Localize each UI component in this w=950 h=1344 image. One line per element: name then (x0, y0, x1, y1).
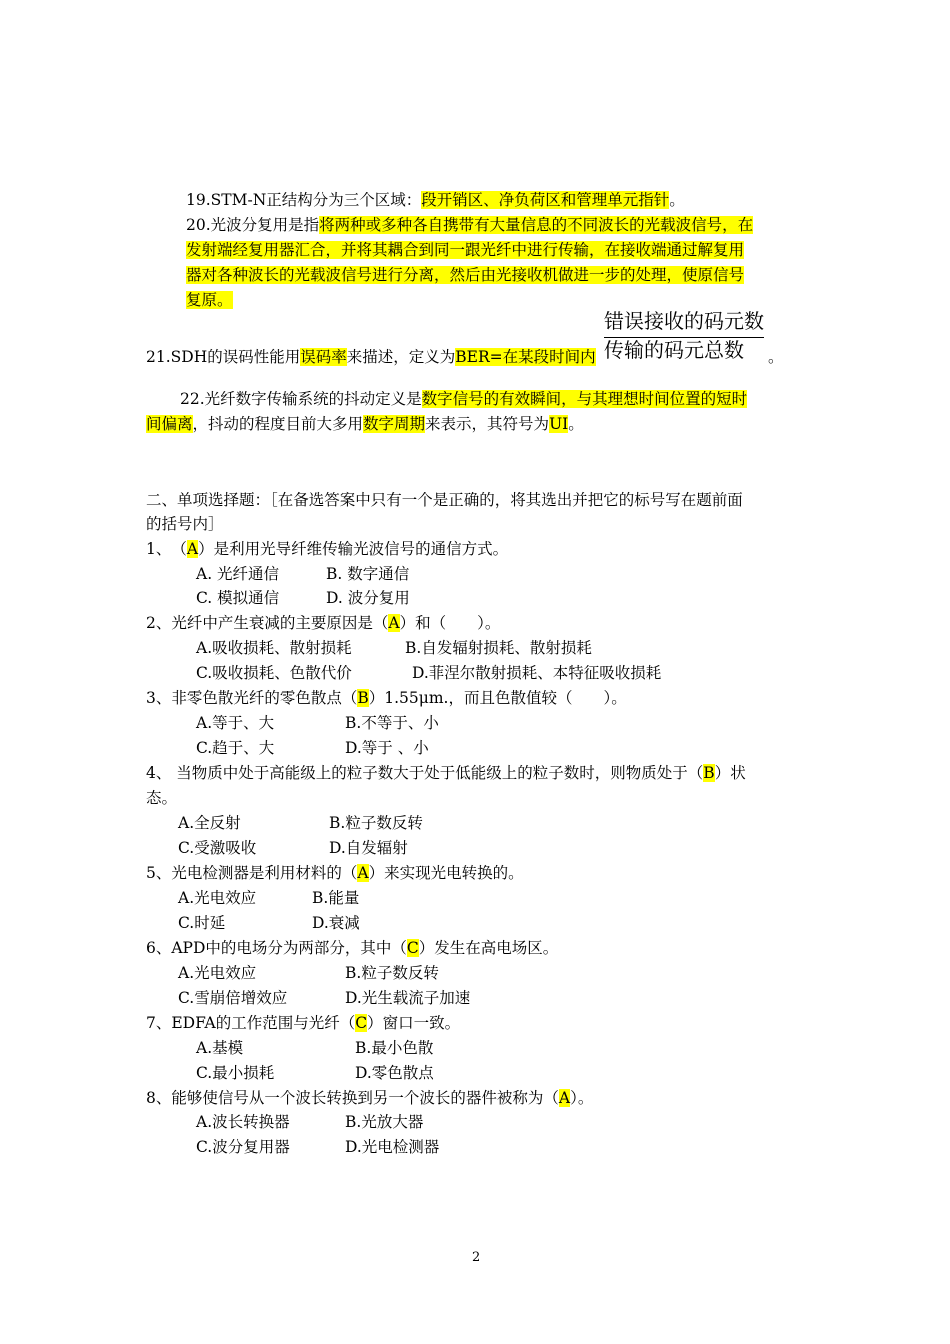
mc-q3-option-c: C.趋于、大 (196, 739, 275, 757)
mc-q5-suffix: ）来实现光电转换的。 (368, 864, 524, 882)
q22-middle: ，抖动的程度目前大多用 (192, 415, 364, 433)
mc-q8-option-a: A.波长转换器 (196, 1113, 290, 1131)
mc-q7-stem (146, 1011, 460, 1035)
q21-line (146, 345, 596, 369)
q22-line-2 (146, 412, 584, 436)
mc-q1-option-a: A. 光纤通信 (196, 565, 280, 583)
mc-q6-option-c: C.雪崩倍增效应 (178, 989, 288, 1007)
mc-q2-option-d: D.菲涅尔散射损耗、本特征吸收损耗 (412, 664, 662, 682)
mc-q5-option-c: C.时延 (178, 914, 226, 932)
mc-q5-option-a: A.光电效应 (178, 889, 257, 907)
mc-q4-suffix: ）状 (714, 764, 746, 782)
mc-q6-suffix: ）发生在高电场区。 (418, 939, 559, 957)
mc-q2-answer: A (388, 614, 400, 632)
mc-q4-stem-cont: 态。 (146, 789, 178, 807)
mc-q1-suffix: ）是利用光导纤维传输光波信号的通信方式。 (198, 540, 509, 558)
q21-middle: 来描述，定义为 (346, 348, 456, 366)
q19-prefix: 19.STM-N正结构分为三个区域： (186, 191, 422, 209)
mc-q4-option-b: B.粒子数反转 (329, 814, 423, 832)
mc-q6-option-d: D.光生载流子加速 (345, 989, 471, 1007)
mc-q1-option-c: C. 模拟通信 (196, 589, 280, 607)
mc-q1-prefix: 1、 （ (146, 540, 187, 558)
mc-q5-option-b: B.能量 (312, 889, 360, 907)
mc-q7-prefix: 7、EDFA的工作范围与光纤（ (146, 1014, 356, 1032)
mc-q7-suffix: ）窗口一致。 (367, 1014, 461, 1032)
mc-q2-stem (146, 611, 500, 635)
q20-answer-1: 将两种或多种各自携带有大量信息的不同波长的光载波信号，在 (319, 216, 754, 234)
mc-q1-answer: A (186, 540, 199, 558)
mc-q2-suffix: ）和（ ）。 (399, 614, 501, 632)
q22-suffix: 。 (568, 415, 584, 433)
mc-q4-option-c: C.受激吸收 (178, 839, 257, 857)
q20-line-3 (186, 263, 744, 287)
mc-q8-option-d: D.光电检测器 (345, 1138, 440, 1156)
mc-q4-answer: B (703, 764, 715, 782)
mc-q7-option-b: B.最小色散 (355, 1039, 434, 1057)
mc-q6-option-a: A.光电效应 (178, 964, 257, 982)
q22-answer-2: 数字周期 (363, 415, 426, 433)
mc-q2-prefix: 2、光纤中产生衰减的主要原因是（ (146, 614, 389, 632)
mc-q4-option-a: A.全反射 (178, 814, 241, 832)
q21-suffix: 。 (768, 348, 784, 366)
mc-q3-prefix: 3、非零色散光纤的零色散点（ (146, 689, 358, 707)
mc-q7-option-a: A.基模 (196, 1039, 244, 1057)
mc-q5-answer: A (357, 864, 369, 882)
q19-suffix: 。 (669, 191, 685, 209)
mc-q2-option-a: A.吸收损耗、散射损耗 (196, 639, 352, 657)
mc-q8-suffix: ）。 (570, 1089, 594, 1107)
q19-line (186, 188, 685, 212)
mc-q7-answer: C (355, 1014, 368, 1032)
q21-denominator: 传输的码元总数 (604, 338, 744, 362)
mc-q6-answer: C (406, 939, 419, 957)
q22-prefix: 22.光纤数字传输系统的抖动定义是 (180, 390, 422, 408)
mc-q8-prefix: 8、能够使信号从一个波长转换到另一个波长的器件被称为（ (146, 1089, 559, 1107)
q20-prefix: 20.光波分复用是指 (186, 216, 320, 234)
mc-q3-option-a: A.等于、大 (196, 714, 275, 732)
section2-heading-2: 的括号内］ (146, 515, 224, 533)
mc-q8-stem (146, 1086, 593, 1110)
q21-answer-2: BER=在某段时间内 (455, 348, 596, 366)
mc-q4-prefix: 4、 当物质中处于高能级上的粒子数大于处于低能级上的粒子数时，则物质处于（ (146, 764, 704, 782)
q20-line-2 (186, 238, 744, 262)
mc-q1-option-d: D. 波分复用 (326, 589, 410, 607)
page-number: 2 (472, 1250, 481, 1265)
mc-q3-option-d: D.等于 、小 (345, 739, 429, 757)
mc-q8-option-b: B.光放大器 (345, 1113, 424, 1131)
mc-q5-prefix: 5、光电检测器是利用材料的（ (146, 864, 358, 882)
mc-q1-stem (146, 537, 508, 561)
q20-line-4 (186, 288, 233, 312)
q20-line-1 (186, 213, 753, 237)
mc-q3-suffix: ）1.55μm.，而且色散值较（ ）。 (368, 689, 627, 707)
mc-q6-prefix: 6、APD中的电场分为两部分，其中（ (146, 939, 407, 957)
mc-q6-stem (146, 936, 558, 960)
q22-middle-2: 来表示，其符号为 (425, 415, 550, 433)
q22-answer-1a: 数字信号的有效瞬间，与其理想时间位置的短时 (421, 390, 748, 408)
mc-q8-option-c: C.波分复用器 (196, 1138, 290, 1156)
mc-q6-option-b: B.粒子数反转 (345, 964, 439, 982)
mc-q8-answer: A (558, 1089, 571, 1107)
mc-q3-answer: B (357, 689, 369, 707)
mc-q2-option-c: C.吸收损耗、色散代价 (196, 664, 352, 682)
q21-numerator: 错误接收的码元数 (604, 309, 764, 333)
mc-q3-stem (146, 686, 627, 710)
q21-answer-1: 误码率 (300, 348, 347, 366)
mc-q4-option-d: D.自发辐射 (329, 839, 408, 857)
q22-answer-1b: 间偏离 (146, 415, 193, 433)
q21-prefix: 21.SDH的误码性能用 (146, 348, 301, 366)
mc-q2-option-b: B.自发辐射损耗、散射损耗 (405, 639, 592, 657)
q20-answer-2: 发射端经复用器汇合，并将其耦合到同一跟光纤中进行传输，在接收端通过解复用 (186, 241, 745, 259)
q20-answer-4: 复原。 (186, 291, 233, 309)
q20-answer-3: 器对各种波长的光载波信号进行分离，然后由光接收机做进一步的处理，使原信号 (186, 266, 745, 284)
section2-heading-1: 二、单项选择题：［在备选答案中只有一个是正确的，将其选出并把它的标号写在题前面 (146, 491, 743, 509)
q22-line-1 (180, 387, 747, 411)
mc-q5-option-d: D.衰减 (312, 914, 360, 932)
mc-q5-stem (146, 861, 524, 885)
mc-q7-option-d: D.零色散点 (355, 1064, 434, 1082)
mc-q1-option-b: B. 数字通信 (326, 565, 410, 583)
q19-answer: 段开销区、净负荷区和管理单元指针 (421, 191, 670, 209)
mc-q7-option-c: C.最小损耗 (196, 1064, 275, 1082)
mc-q4-stem (146, 761, 746, 785)
mc-q3-option-b: B.不等于、小 (345, 714, 439, 732)
q22-answer-3: UI (549, 415, 569, 433)
